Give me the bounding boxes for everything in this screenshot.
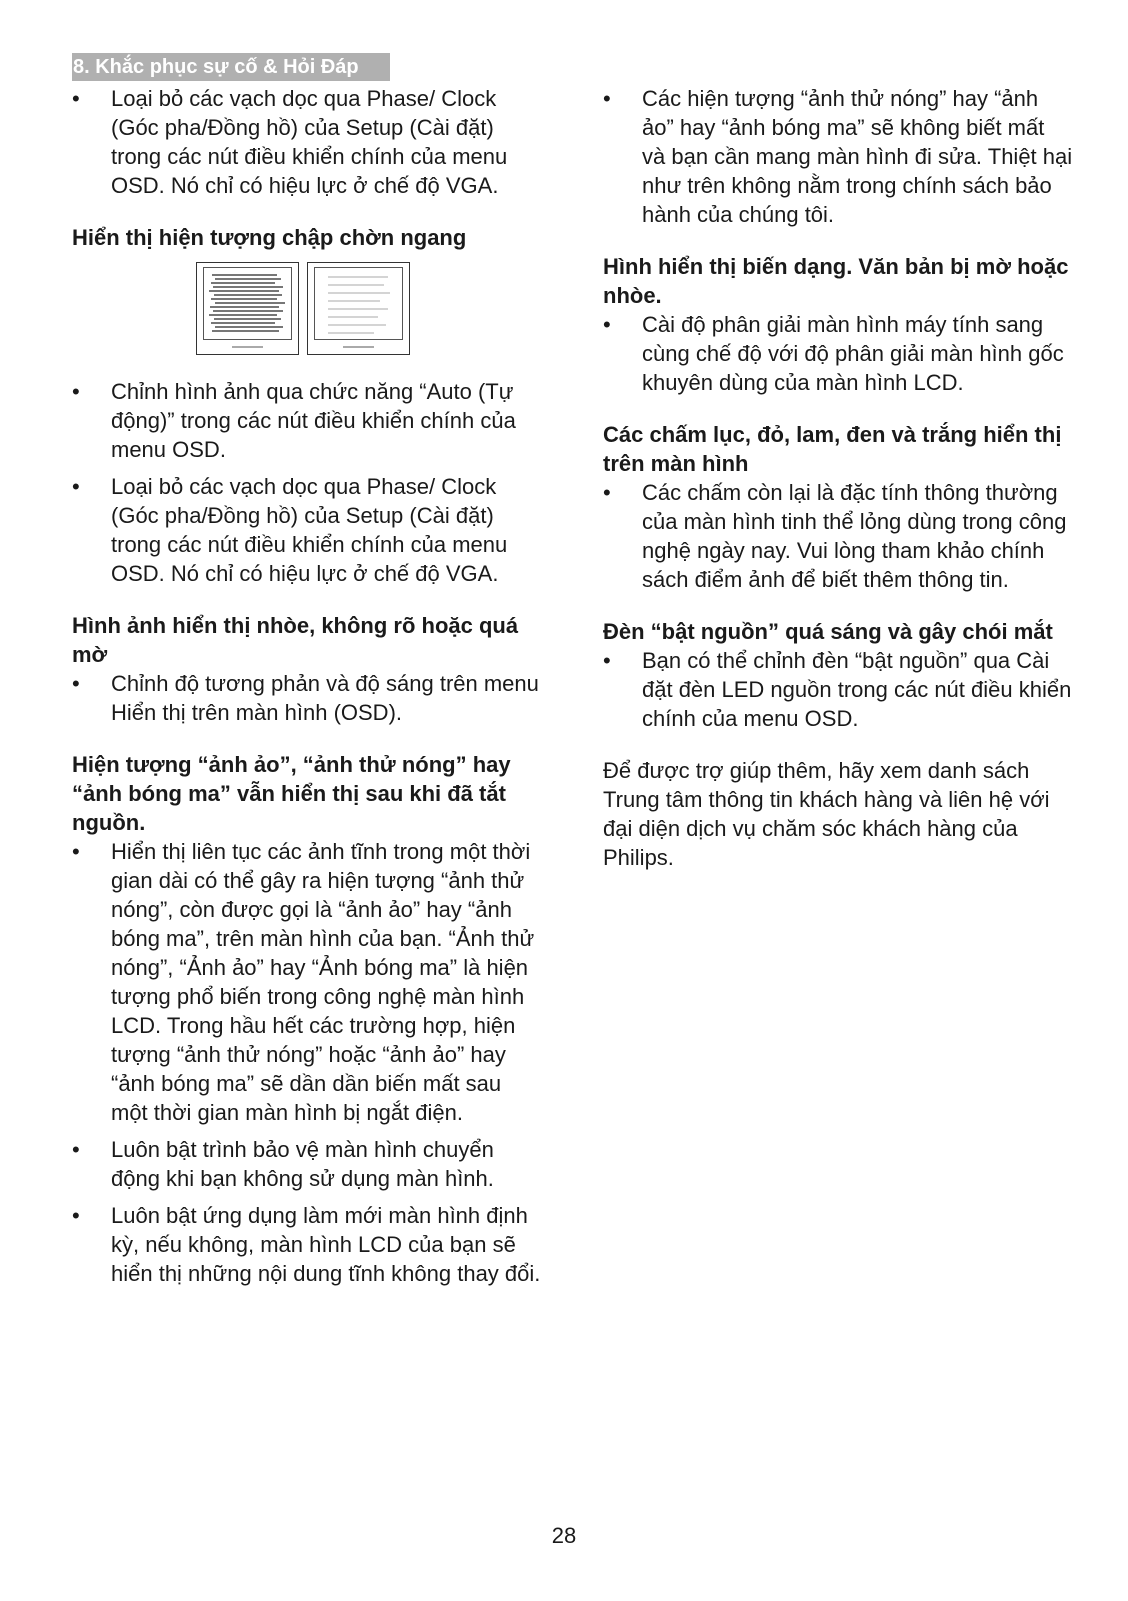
list-item <box>603 84 1073 229</box>
bullet-icon: • <box>72 474 80 499</box>
bullet-text: Chỉnh độ tương phản và độ sáng trên menu Hiển thị trên màn hình (OSD). <box>111 671 539 725</box>
bullet-icon: • <box>72 379 80 404</box>
section-tab <box>72 53 390 81</box>
section-heading: Các chấm lục, đỏ, lam, đen và trắng hiển thị trên màn hình <box>603 422 1062 476</box>
flicker-illustration <box>196 262 542 355</box>
monitor-normal-icon <box>307 262 410 355</box>
list-item <box>72 1135 542 1193</box>
bullet-text: Hiển thị liên tục các ảnh tĩnh trong một thời gian dài có thể gây ra hiện tượng “ảnh thử nóng”, còn được gọi là “ảnh ảo” hay “ảnh bóng ma”, trên màn hình của bạn. “Ảnh thử nóng”, “Ảnh ảo” hay “Ảnh bóng ma” là hiện tượng phổ biến trong công nghệ màn hình LCD. Trong hầu hết các trường hợp, hiện tượng “ảnh thử nóng” hoặc “ảnh ảo” hay “ảnh bóng ma” sẽ dần dần biến mất sau một thời gian màn hình bị ngắt điện. <box>111 839 535 1125</box>
bullet-text: Chỉnh hình ảnh qua chức năng “Auto (Tự động)” trong các nút điều khiển chính của menu OSD. <box>111 379 516 462</box>
section-tab-label: 8. Khắc phục sự cố & Hỏi Đáp <box>73 56 359 78</box>
bullet-icon: • <box>603 648 611 673</box>
section-heading: Hình ảnh hiển thị nhòe, không rõ hoặc quá mờ <box>72 613 519 667</box>
bullet-text: Luôn bật trình bảo vệ màn hình chuyển động khi bạn không sử dụng màn hình. <box>111 1137 494 1191</box>
bullet-icon: • <box>603 86 611 111</box>
bullet-icon: • <box>603 480 611 505</box>
closing-paragraph: Để được trợ giúp thêm, hãy xem danh sách Trung tâm thông tin khách hàng và liên hệ với đại diện dịch vụ chăm sóc khách hàng của Philips. <box>603 758 1050 870</box>
bullet-icon: • <box>72 86 80 111</box>
list-item <box>72 669 542 727</box>
bullet-icon: • <box>72 1203 80 1228</box>
bullet-text: Luôn bật ứng dụng làm mới màn hình định kỳ, nếu không, màn hình LCD của bạn sẽ hiển thị những nội dung tĩnh không thay đổi. <box>111 1203 541 1286</box>
list-item <box>72 837 542 1127</box>
list-item <box>72 1201 542 1288</box>
bullet-text: Các hiện tượng “ảnh thử nóng” hay “ảnh ảo” hay “ảnh bóng ma” sẽ không biết mất và bạn cần mang màn hình đi sửa. Thiệt hại như trên không nằm trong chính sách bảo hành của chúng tôi. <box>642 86 1073 227</box>
bullet-text: Bạn có thể chỉnh đèn “bật nguồn” qua Cài đặt đèn LED nguồn trong các nút điều khiển chính của menu OSD. <box>642 648 1072 731</box>
list-item <box>603 478 1073 594</box>
section-heading: Hiển thị hiện tượng chập chờn ngang <box>72 225 467 250</box>
left-column <box>72 84 542 1296</box>
bullet-icon: • <box>603 312 611 337</box>
list-item <box>72 377 542 464</box>
section-heading: Hình hiển thị biến dạng. Văn bản bị mờ hoặc nhòe. <box>603 254 1069 308</box>
list-item <box>603 310 1073 397</box>
right-column <box>603 84 1073 872</box>
section-heading: Đèn “bật nguồn” quá sáng và gây chói mắt <box>603 619 1053 644</box>
list-item <box>603 646 1073 733</box>
bullet-text: Cài độ phân giải màn hình máy tính sang cùng chế độ với độ phân giải màn hình gốc khuyên dùng của màn hình LCD. <box>642 312 1064 395</box>
list-item <box>72 84 542 200</box>
bullet-text: Loại bỏ các vạch dọc qua Phase/ Clock (Góc pha/Đồng hồ) của Setup (Cài đặt) trong các nút điều khiển chính của menu OSD. Nó chỉ có hiệu lực ở chế độ VGA. <box>111 86 508 198</box>
bullet-icon: • <box>72 839 80 864</box>
list-item <box>72 472 542 588</box>
monitor-flicker-icon <box>196 262 299 355</box>
section-heading: Hiện tượng “ảnh ảo”, “ảnh thử nóng” hay “ảnh bóng ma” vẫn hiển thị sau khi đã tắt nguồn. <box>72 752 511 835</box>
page-number: 28 <box>551 1523 577 1548</box>
bullet-icon: • <box>72 1137 80 1162</box>
bullet-icon: • <box>72 671 80 696</box>
bullet-text: Các chấm còn lại là đặc tính thông thường của màn hình tinh thể lỏng dùng trong công nghệ ngày nay. Vui lòng tham khảo chính sách điểm ảnh để biết thêm thông tin. <box>642 480 1067 592</box>
bullet-text: Loại bỏ các vạch dọc qua Phase/ Clock (Góc pha/Đồng hồ) của Setup (Cài đặt) trong các nút điều khiển chính của menu OSD. Nó chỉ có hiệu lực ở chế độ VGA. <box>111 474 508 586</box>
